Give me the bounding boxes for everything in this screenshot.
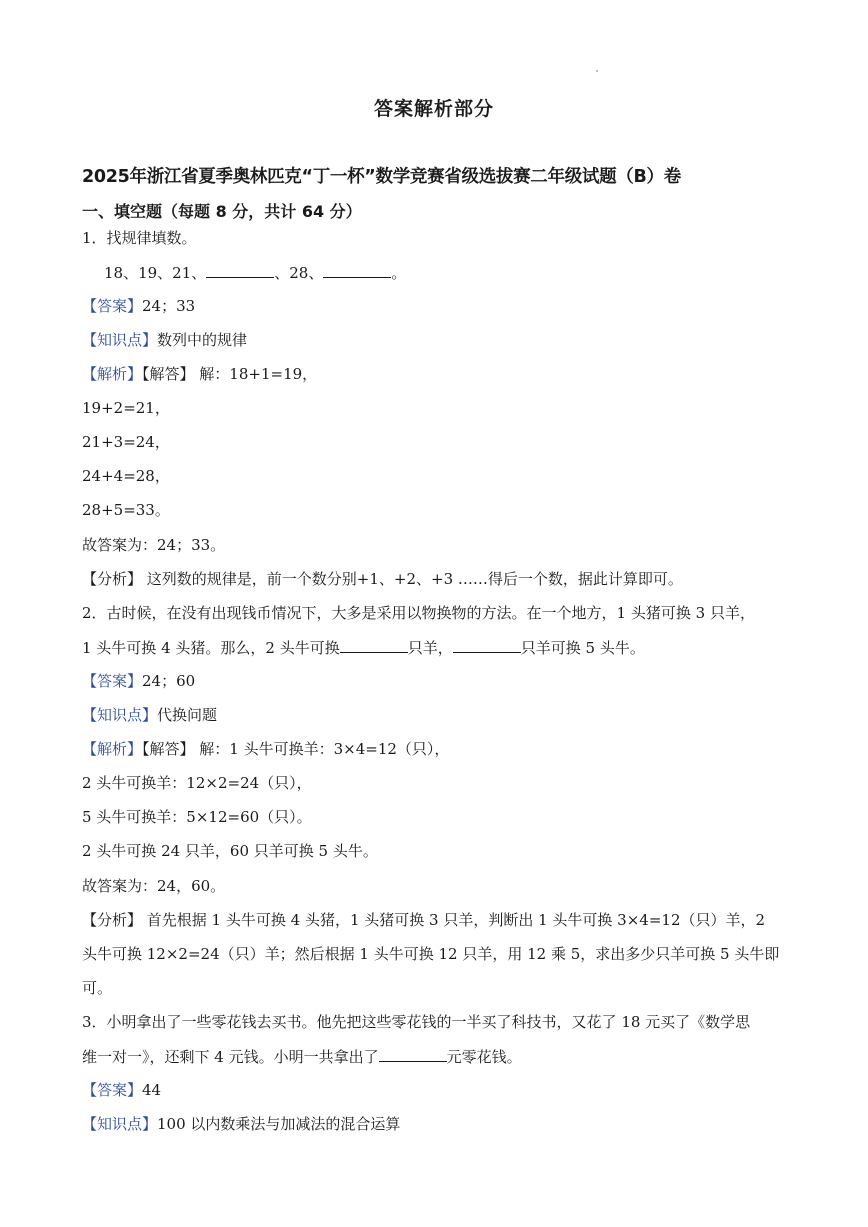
fenxi-tag: 【分析】: [82, 570, 143, 588]
q1-solution-line: [82, 364, 317, 384]
q2-fenxi-line-1: [82, 910, 765, 930]
q1-seq-end: 。: [391, 264, 407, 282]
q3-stem-b: 元零花钱。: [446, 1048, 522, 1066]
q2-knowledge-line: [82, 705, 217, 725]
q1-fenxi-line: [82, 569, 683, 589]
solution-tag: 【解答】: [142, 740, 195, 758]
q2-stem-line-2: [82, 637, 645, 658]
q3-knowledge: 100 以内数乘法与加减法的混合运算: [157, 1115, 401, 1133]
q2-stem-b: 只羊，: [407, 639, 453, 657]
q1-answer: 24；33: [142, 297, 196, 315]
solution-tag: 【解答】: [142, 365, 195, 383]
q1-solution-first: 解：18+1=19，: [194, 365, 318, 383]
knowledge-tag: 【知识点】: [82, 706, 158, 724]
q2-step: 2 头牛可换 24 只羊，60 只羊可换 5 头牛。: [82, 842, 378, 860]
analysis-tag: 【解析】: [82, 740, 143, 758]
knowledge-tag: 【知识点】: [82, 1115, 158, 1133]
q1-knowledge: 数列中的规律: [157, 331, 248, 349]
q2-fenxi-line-2: 头牛可换 12×2=24（只）羊；然后根据 1 头牛可换 12 只羊，用 12 乘 5，求出多少只羊可换 5 头牛即: [82, 945, 780, 963]
q3-stem-line-1: 3．小明拿出了一些零花钱去买书。他先把这些零花钱的一半买了科技书，又花了 18 元买了《数学思: [82, 1013, 751, 1031]
q1-conclusion: 故答案为：24；33。: [82, 536, 226, 554]
q2-answer-line: [82, 671, 195, 691]
exam-title: 2025年浙江省夏季奥林匹克“丁一杯”数学竞赛省级选拔赛二年级试题（B）卷: [82, 167, 681, 187]
q1-sequence: [104, 262, 406, 283]
fenxi-tag: 【分析】: [82, 911, 143, 929]
q1-step: 21+3=24，: [82, 433, 170, 451]
q2-step: 2 头牛可换羊：12×2=24（只），: [82, 774, 312, 792]
q2-fenxi-line-3: 可。: [82, 979, 113, 997]
q3-answer-line: [82, 1080, 161, 1100]
q2-answer: 24；60: [142, 672, 196, 690]
q2-stem-a: 1 头牛可换 4 头猪。那么，2 头牛可换: [82, 639, 340, 657]
q3-stem-line-2: [82, 1046, 522, 1067]
section-heading: 一、填空题（每题 8 分，共计 64 分）: [82, 202, 362, 221]
q2-stem-line-1: 2．古时候，在没有出现钱币情况下，大多是采用以物换物的方法。在一个地方，1 头猪可换 3 只羊，: [82, 604, 755, 622]
q1-seq-start: 18、19、21、: [104, 264, 207, 282]
q1-stem: 1．找规律填数。: [82, 229, 197, 247]
q2-step: 5 头牛可换羊：5×12=60（只）。: [82, 808, 312, 826]
q2-stem-c: 只羊可换 5 头牛。: [520, 639, 645, 657]
q1-answer-line: [82, 296, 195, 316]
q1-seq-mid: 、28、: [274, 264, 324, 282]
scan-speck: [596, 70, 598, 72]
q3-answer: 44: [142, 1081, 162, 1099]
answer-tag: 【答案】: [82, 297, 143, 315]
q2-blank-2: [453, 637, 521, 653]
q1-fenxi: 这列数的规律是，前一个数分别+1、+2、+3 ……得后一个数，据此计算即可。: [142, 570, 683, 588]
q3-knowledge-line: [82, 1114, 400, 1134]
q1-step: 28+5=33。: [82, 501, 170, 519]
q2-conclusion: 故答案为：24，60。: [82, 877, 226, 895]
answer-tag: 【答案】: [82, 1081, 143, 1099]
q1-step: 24+4=28，: [82, 467, 170, 485]
q2-blank-1: [340, 637, 408, 653]
page-title: 答案解析部分: [373, 98, 494, 120]
q2-fenxi-1: 首先根据 1 头牛可换 4 头猪，1 头猪可换 3 只羊，判断出 1 头牛可换 3×4=12（只）羊，2: [142, 911, 766, 929]
q2-knowledge: 代换问题: [157, 706, 218, 724]
q3-blank: [379, 1046, 447, 1062]
knowledge-tag: 【知识点】: [82, 331, 158, 349]
q1-blank-2: [323, 262, 391, 278]
q1-knowledge-line: [82, 330, 247, 350]
analysis-tag: 【解析】: [82, 365, 143, 383]
q2-solution-line: [82, 739, 449, 759]
q3-stem-a: 维一对一》，还剩下 4 元钱。小明一共拿出了: [82, 1048, 379, 1066]
q2-solution-first: 解：1 头牛可换羊：3×4=12（只），: [194, 740, 450, 758]
q1-blank-1: [206, 262, 274, 278]
answer-tag: 【答案】: [82, 672, 143, 690]
q1-step: 19+2=21，: [82, 399, 170, 417]
